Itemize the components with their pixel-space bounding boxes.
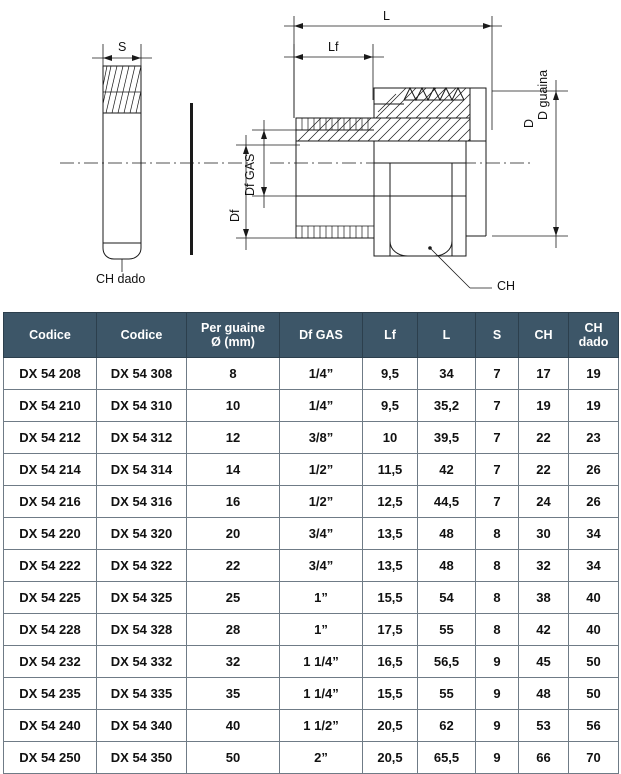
label-d: D <box>522 118 536 128</box>
spec-table <box>3 312 619 774</box>
table-body <box>4 358 619 774</box>
table-row <box>4 390 619 422</box>
cell-ch: 24 <box>519 486 569 518</box>
cell-df-gas: 1 1/4” <box>280 646 363 678</box>
dim-df-gas <box>252 120 300 208</box>
cell-per-guaine: 25 <box>187 582 280 614</box>
cell-df-gas: 1/4” <box>280 358 363 390</box>
cell-ch-dado: 23 <box>569 422 619 454</box>
table-row <box>4 518 619 550</box>
cell-codice-2: DX 54 325 <box>97 582 187 614</box>
cell-lf: 20,5 <box>363 710 418 742</box>
cell-codice-1: DX 54 210 <box>4 390 97 422</box>
table-row <box>4 550 619 582</box>
cell-ch: 48 <box>519 678 569 710</box>
cell-lf: 9,5 <box>363 358 418 390</box>
cell-per-guaine: 8 <box>187 358 280 390</box>
cell-lf: 15,5 <box>363 678 418 710</box>
fitting-body <box>296 88 486 256</box>
cell-ch: 22 <box>519 454 569 486</box>
cell-ch: 66 <box>519 742 569 774</box>
cell-l: 35,2 <box>418 390 476 422</box>
cell-l: 55 <box>418 678 476 710</box>
leader-ch <box>428 246 492 288</box>
col-header-codice-1: Codice <box>4 313 97 358</box>
technical-drawing <box>0 0 621 312</box>
cell-per-guaine: 10 <box>187 390 280 422</box>
cell-per-guaine: 20 <box>187 518 280 550</box>
cell-codice-1: DX 54 216 <box>4 486 97 518</box>
cell-codice-2: DX 54 335 <box>97 678 187 710</box>
cell-ch: 32 <box>519 550 569 582</box>
table-row <box>4 646 619 678</box>
col-header-ch: CH <box>519 313 569 358</box>
table-row <box>4 678 619 710</box>
col-header-lf: Lf <box>363 313 418 358</box>
cell-s: 9 <box>476 710 519 742</box>
cell-ch-dado: 40 <box>569 614 619 646</box>
cell-s: 9 <box>476 742 519 774</box>
cell-ch: 42 <box>519 614 569 646</box>
cell-per-guaine: 22 <box>187 550 280 582</box>
dim-d-guaina <box>492 80 568 248</box>
cell-l: 56,5 <box>418 646 476 678</box>
cell-ch: 53 <box>519 710 569 742</box>
cell-df-gas: 2” <box>280 742 363 774</box>
label-ch-dado: CH dado <box>96 272 146 286</box>
table-row <box>4 454 619 486</box>
seal-ring <box>190 103 193 255</box>
cell-s: 8 <box>476 582 519 614</box>
cell-lf: 10 <box>363 422 418 454</box>
label-ch: CH <box>497 279 516 293</box>
table-row <box>4 486 619 518</box>
cell-codice-2: DX 54 322 <box>97 550 187 582</box>
col-header-codice-2: Codice <box>97 313 187 358</box>
table-row <box>4 710 619 742</box>
cell-df-gas: 3/4” <box>280 550 363 582</box>
cell-s: 7 <box>476 422 519 454</box>
cell-lf: 16,5 <box>363 646 418 678</box>
cell-codice-2: DX 54 320 <box>97 518 187 550</box>
cell-per-guaine: 32 <box>187 646 280 678</box>
table-header-row <box>4 313 619 358</box>
cell-codice-1: DX 54 235 <box>4 678 97 710</box>
cell-per-guaine: 14 <box>187 454 280 486</box>
cell-lf: 13,5 <box>363 550 418 582</box>
cell-df-gas: 1 1/2” <box>280 710 363 742</box>
cell-codice-2: DX 54 350 <box>97 742 187 774</box>
cell-codice-1: DX 54 240 <box>4 710 97 742</box>
cell-lf: 17,5 <box>363 614 418 646</box>
nut-section <box>103 66 141 259</box>
label-df-gas: Df GAS <box>243 153 257 196</box>
cell-lf: 15,5 <box>363 582 418 614</box>
cell-per-guaine: 35 <box>187 678 280 710</box>
col-header-ch-dado-l1: CH <box>584 321 603 335</box>
cell-codice-2: DX 54 308 <box>97 358 187 390</box>
cell-ch-dado: 56 <box>569 710 619 742</box>
cell-per-guaine: 50 <box>187 742 280 774</box>
cell-l: 39,5 <box>418 422 476 454</box>
drawing-svg <box>0 0 621 312</box>
cell-lf: 9,5 <box>363 390 418 422</box>
cell-codice-2: DX 54 310 <box>97 390 187 422</box>
cell-ch-dado: 19 <box>569 358 619 390</box>
cell-l: 48 <box>418 518 476 550</box>
dim-l <box>284 16 502 130</box>
col-header-per-guaine-l2: Ø (mm) <box>211 335 255 349</box>
cell-df-gas: 3/4” <box>280 518 363 550</box>
cell-s: 8 <box>476 550 519 582</box>
cell-df-gas: 3/8” <box>280 422 363 454</box>
col-header-ch-dado <box>569 313 619 358</box>
cell-ch-dado: 26 <box>569 486 619 518</box>
col-header-l: L <box>418 313 476 358</box>
cell-ch: 45 <box>519 646 569 678</box>
cell-ch-dado: 34 <box>569 518 619 550</box>
cell-codice-1: DX 54 222 <box>4 550 97 582</box>
cell-s: 7 <box>476 454 519 486</box>
cell-ch-dado: 70 <box>569 742 619 774</box>
cell-lf: 11,5 <box>363 454 418 486</box>
cell-codice-2: DX 54 314 <box>97 454 187 486</box>
cell-df-gas: 1/4” <box>280 390 363 422</box>
cell-df-gas: 1” <box>280 614 363 646</box>
cell-per-guaine: 16 <box>187 486 280 518</box>
cell-l: 48 <box>418 550 476 582</box>
col-header-ch-dado-l2: dado <box>578 335 609 349</box>
col-header-df-gas: Df GAS <box>280 313 363 358</box>
cell-codice-1: DX 54 208 <box>4 358 97 390</box>
cell-l: 65,5 <box>418 742 476 774</box>
label-s: S <box>118 40 127 54</box>
cell-l: 62 <box>418 710 476 742</box>
cell-codice-1: DX 54 212 <box>4 422 97 454</box>
cell-ch: 38 <box>519 582 569 614</box>
cell-l: 34 <box>418 358 476 390</box>
cell-per-guaine: 40 <box>187 710 280 742</box>
cell-codice-1: DX 54 220 <box>4 518 97 550</box>
cell-s: 9 <box>476 646 519 678</box>
cell-l: 42 <box>418 454 476 486</box>
cell-s: 8 <box>476 518 519 550</box>
cell-codice-1: DX 54 250 <box>4 742 97 774</box>
cell-per-guaine: 28 <box>187 614 280 646</box>
cell-codice-2: DX 54 316 <box>97 486 187 518</box>
table-row <box>4 358 619 390</box>
cell-df-gas: 1” <box>280 582 363 614</box>
cell-ch: 19 <box>519 390 569 422</box>
cell-codice-2: DX 54 332 <box>97 646 187 678</box>
cell-codice-1: DX 54 228 <box>4 614 97 646</box>
cell-l: 55 <box>418 614 476 646</box>
cell-ch-dado: 50 <box>569 678 619 710</box>
table-row <box>4 742 619 774</box>
cell-ch-dado: 40 <box>569 582 619 614</box>
cell-ch-dado: 50 <box>569 646 619 678</box>
cell-codice-2: DX 54 340 <box>97 710 187 742</box>
cell-ch: 17 <box>519 358 569 390</box>
cell-codice-1: DX 54 232 <box>4 646 97 678</box>
cell-lf: 20,5 <box>363 742 418 774</box>
dim-lf <box>284 44 384 118</box>
label-l: L <box>383 9 390 23</box>
cell-ch: 30 <box>519 518 569 550</box>
cell-l: 44,5 <box>418 486 476 518</box>
label-d-guaina: D guaina <box>536 69 550 120</box>
cell-codice-1: DX 54 214 <box>4 454 97 486</box>
cell-lf: 13,5 <box>363 518 418 550</box>
col-header-per-guaine <box>187 313 280 358</box>
cell-ch-dado: 34 <box>569 550 619 582</box>
table-row <box>4 614 619 646</box>
col-header-s: S <box>476 313 519 358</box>
label-df: Df <box>228 209 242 222</box>
cell-s: 7 <box>476 390 519 422</box>
cell-ch-dado: 26 <box>569 454 619 486</box>
cell-codice-2: DX 54 328 <box>97 614 187 646</box>
cell-lf: 12,5 <box>363 486 418 518</box>
cell-s: 7 <box>476 486 519 518</box>
cell-s: 8 <box>476 614 519 646</box>
cell-per-guaine: 12 <box>187 422 280 454</box>
cell-ch: 22 <box>519 422 569 454</box>
cell-ch-dado: 19 <box>569 390 619 422</box>
cell-s: 9 <box>476 678 519 710</box>
table-row <box>4 582 619 614</box>
label-lf: Lf <box>328 40 339 54</box>
cell-codice-2: DX 54 312 <box>97 422 187 454</box>
cell-df-gas: 1 1/4” <box>280 678 363 710</box>
cell-df-gas: 1/2” <box>280 454 363 486</box>
cell-df-gas: 1/2” <box>280 486 363 518</box>
cell-codice-1: DX 54 225 <box>4 582 97 614</box>
table-row <box>4 422 619 454</box>
spec-table-container <box>3 312 618 774</box>
col-header-per-guaine-l1: Per guaine <box>201 321 265 335</box>
cell-l: 54 <box>418 582 476 614</box>
cell-s: 7 <box>476 358 519 390</box>
